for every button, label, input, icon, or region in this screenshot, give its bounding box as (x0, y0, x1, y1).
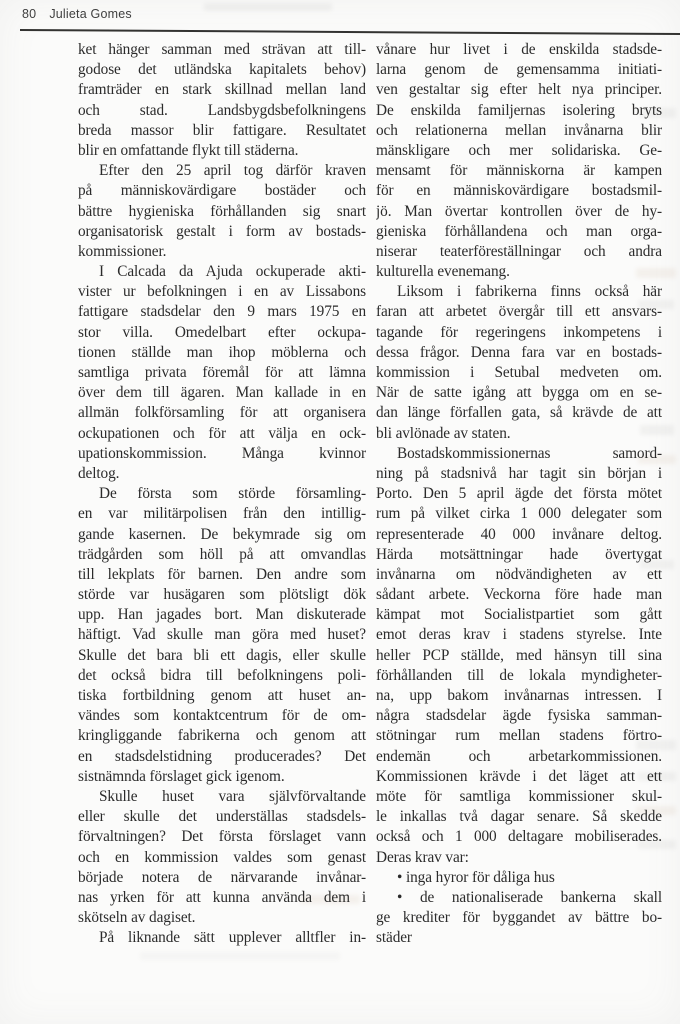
text-line: bättre hygieniska förhållanden sig snart (78, 202, 366, 220)
text-line: fattigare stadsdelar den 9 mars 1975 en (78, 303, 366, 321)
text-line: faran att arbetet övergår till ett ansvars- (376, 303, 662, 321)
text-line: När de satte igång att bygga om en se- (376, 384, 662, 402)
text-line: det också bidra till befolkningens poli- (78, 666, 366, 684)
text-line: na, upp bakom invånarnas intressen. I (376, 687, 662, 704)
text-line: stötningar rum mellan stadens förtro- (376, 727, 662, 745)
text-line: vånare hur livet i de enskilda stadsde- (376, 41, 662, 58)
text-line: ockupationen och för att välja en ock- (78, 424, 366, 442)
text-line: kämpat mot Socialistpartiet som gått (376, 606, 662, 624)
text-line: nas yrken för att kunna använda dem i (78, 888, 366, 906)
left-column (78, 40, 366, 948)
text-line: förvaltningen? Det första förslaget vann (78, 828, 366, 846)
text-line: ven gestaltar sig efter helt nya principer. (376, 81, 662, 99)
text-line: gande kasernen. De bekymrade sig om (78, 525, 366, 543)
text-line: Efter den 25 april tog därför kraven (99, 162, 366, 180)
text-line: eller skulle det underställas stadsdels- (78, 808, 366, 826)
bleed-through-artifact (204, 3, 332, 11)
text-line: representerade 40 000 invånare deltog. (376, 525, 662, 543)
text-line: sådant arbete. Veckorna före hade man (376, 586, 662, 604)
text-line: kulturella evenemang. (376, 263, 510, 281)
text-line: • inga hyror för dåliga hus (397, 868, 555, 886)
bleed-through-artifact (140, 952, 340, 960)
text-line: De första som störde församling- (99, 485, 366, 503)
text-line: skötseln av dagiset. (78, 909, 196, 927)
text-line: städer (376, 929, 412, 947)
text-line: tionen ställde man ihop möblerna och (78, 343, 366, 361)
text-line: gieniska förhållandena och man orga- (376, 222, 662, 240)
text-line: började notera de närvarande invånar- (78, 868, 366, 886)
text-line: allmän folkförsamling för att organisera (78, 404, 366, 422)
text-line: kommission i Setubal medveten om. (376, 364, 662, 381)
text-line: förhållanden till de lokala myndigheter- (376, 666, 662, 684)
text-line: invånarna om nödvändigheten av ett (376, 565, 662, 583)
text-line: vister ur befolkningen i en av Lissabons (78, 283, 366, 301)
text-line: också och 1 000 deltagare mobiliserades. (376, 828, 662, 846)
text-line: jö. Man övertar kontrollen över de hy- (376, 202, 662, 220)
text-line: till lekplats för barnen. Den andre som (78, 565, 366, 583)
text-line: kringliggande fabrikerna och genom att (78, 727, 366, 745)
text-line: Kommissionen krävde i det läget att ett (376, 767, 662, 785)
text-line: Härda motsättningar hade övertygat (376, 545, 662, 563)
text-line: framträder en stark skillnad mellan land (78, 81, 366, 99)
text-line: Porto. Den 5 april ägde det första mötet (376, 485, 662, 503)
text-line: stor villa. Omedelbart efter ockupa- (78, 323, 366, 341)
text-line: endemän och arbetarkommissionen. (376, 747, 662, 765)
running-head-author: Julieta Gomes (49, 7, 132, 21)
text-line: Skulle huset vara självförvaltande (99, 787, 366, 805)
text-line: rum på vilket cirka 1 000 delegater som (376, 505, 662, 523)
text-line: Liksom i fabrikerna finns också här (397, 283, 662, 301)
text-line: mensamt för människorna är kampen (376, 162, 662, 180)
text-line: och stad. Landsbygdsbefolkningens (78, 101, 366, 119)
text-line: På liknande sätt upplever alltfler in- (99, 929, 366, 947)
page-number: 80 (22, 7, 37, 21)
text-line: vändes som kontaktcentrum för de om- (78, 707, 366, 725)
text-body (78, 40, 662, 948)
text-line: ge krediter för byggandet av bättre bo- (376, 909, 662, 927)
text-line: en stadsdelstidning producerades? Det (78, 747, 366, 765)
text-line: breda massor blir fattigare. Resultatet (78, 121, 366, 139)
text-line: Skulle det bara bli ett dagis, eller skulle (78, 646, 366, 664)
page-header (22, 7, 132, 21)
text-line: le inkallas två dagar senare. Så skedde (376, 808, 662, 826)
text-line: upp. Han jagades bort. Man diskuterade (78, 606, 366, 624)
text-line: sistnämnda förslaget gick igenom. (78, 767, 285, 785)
text-line: trädgården som höll på att omvandlas (78, 545, 366, 563)
text-line: en var militärpolisen från den intillig- (78, 505, 366, 523)
text-line: dessa frågor. Denna fara var en bostads- (376, 343, 662, 361)
text-line: tagande för regeringens inkompetens i (376, 323, 662, 341)
text-line: larna genom de gemensamma initiati- (376, 61, 662, 79)
text-line: häftigt. Vad skulle man göra med huset? (78, 626, 366, 644)
text-line: emot deras krav i stadens styrelse. Inte (376, 626, 662, 644)
text-line: upationskommission. Många kvinnor (78, 444, 366, 462)
text-line: I Calcada da Ajuda ockuperade akti- (99, 263, 366, 281)
text-line: bli avlönade av staten. (376, 424, 511, 442)
text-line: • de nationaliserade bankerna skall (397, 888, 662, 906)
text-line: Deras krav var: (376, 848, 469, 866)
text-line: för en människovärdigare bostadsmil- (376, 182, 662, 200)
text-line: över dem till ägaren. Man kallade in en (78, 384, 366, 402)
text-line: deltog. (78, 464, 120, 482)
text-line: tiska fortbildning genom att huset an- (78, 687, 366, 704)
right-column (376, 40, 662, 948)
text-line: De enskilda familjernas isolering bryts (376, 101, 662, 119)
text-line: godose det utländska kapitalets behov) (78, 61, 366, 79)
text-line: niserar teaterföreställningar och andra (376, 242, 662, 260)
text-line: kommissioner. (78, 242, 167, 260)
text-line: möte för samtliga kommissioner skul- (376, 787, 662, 805)
header-rule (20, 29, 680, 35)
text-line: organisatorisk gestalt i form av bostads- (78, 222, 366, 240)
text-line: heller PCP ställde, med hänsyn till sina (376, 646, 662, 664)
text-line: blir en omfattande flykt till städerna. (78, 141, 299, 159)
text-line: några stadsdelar ägde fysiska samman- (376, 707, 662, 725)
text-line: dan länge förfallen gata, så krävde de att (376, 404, 662, 422)
text-line: på människovärdigare bostäder och (78, 182, 366, 200)
text-line: ket hänger samman med strävan att till- (78, 41, 366, 58)
text-line: mänskligare och mer solidariska. Ge- (376, 141, 662, 159)
text-line: och en kommission valdes som genast (78, 848, 366, 866)
text-line: samtliga privata föremål för att lämna (78, 364, 366, 381)
text-line: och relationerna mellan invånarna blir (376, 121, 662, 139)
text-line: ning på stadsnivå har tagit sin början i (376, 464, 662, 482)
text-line: störde var husägaren som plötsligt dök (78, 586, 366, 604)
text-line: Bostadskommissionernas samord- (397, 444, 662, 462)
